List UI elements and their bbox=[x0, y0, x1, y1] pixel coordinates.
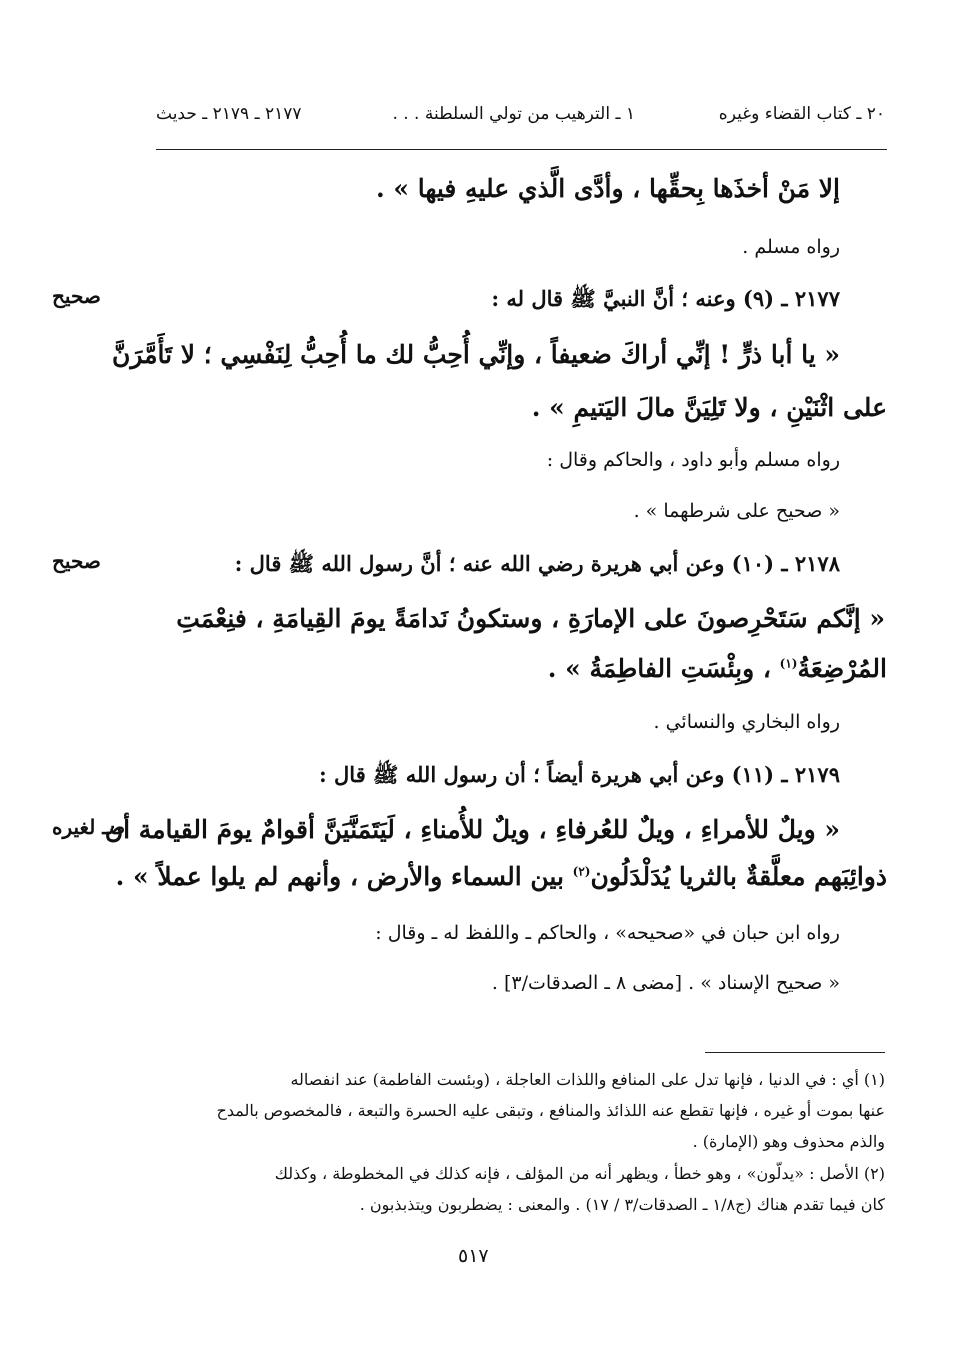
grade-label: صحيح bbox=[52, 549, 101, 573]
hadith-text: « إنَّكم سَتَحْرِصونَ على الإمارَةِ ، وستكونُ نَدامَةً يومَ القِيامَةِ ، فنِعْمَتِ bbox=[176, 604, 885, 633]
source-line: رواه البخاري والنسائي . bbox=[653, 711, 840, 733]
header-rule bbox=[156, 149, 887, 150]
hadith-range: ٢١٧٧ ـ ٢١٧٩ ـ حديث bbox=[156, 104, 302, 124]
grade-label: صحيح bbox=[52, 284, 101, 308]
footnote-ref: (٢) bbox=[572, 864, 591, 879]
footnote-rule bbox=[705, 1052, 885, 1053]
page-number: ٥١٧ bbox=[458, 1245, 489, 1267]
grading-note: « صحيح على شرطهما » . bbox=[633, 500, 840, 522]
footnote-line: والذم محذوف وهو (الإمارة) . bbox=[692, 1132, 885, 1151]
footnote-line: عنها بموت أو غيره ، فإنها تقطع عنه اللذائذ والمنافع ، وتبقى عليه الحسرة والتبعة ، فالمخصوص بالمدح bbox=[216, 1101, 885, 1120]
grading-note: « صحيح الإسناد » . [مضى ٨ ـ الصدقات/٣] . bbox=[491, 972, 840, 994]
source-line: رواه مسلم . bbox=[742, 236, 840, 258]
text-segment: ذوائِبَهم معلَّقةٌ بالثريا يُدَلْدَلُون bbox=[590, 862, 887, 891]
chapter-title: ٢٠ ـ كتاب القضاء وغيره bbox=[718, 104, 885, 124]
hadith-text: « يا أبا ذرٍّ ! إنِّي أراكَ ضعيفاً ، وإنِّي أُحِبُّ لك ما أُحِبُّ لِنَفْسِي ؛ لا تَأَمَّرَنَّ bbox=[111, 340, 840, 369]
hadith-text bbox=[116, 862, 887, 891]
text-segment: بين السماء والأرض ، وأنهم لم يلوا عملاً » . bbox=[115, 862, 573, 891]
hadith-intro: ٢١٧٨ ـ (١٠) وعن أبي هريرة رضي الله عنه ؛ أنَّ رسول الله ﷺ قال : bbox=[234, 551, 840, 576]
footnote-ref: (١) bbox=[779, 656, 798, 671]
text-segment: المُرْضِعَةُ bbox=[797, 654, 887, 683]
text-segment: ، وبِئْسَتِ الفاطِمَةُ » . bbox=[547, 654, 780, 683]
hadith-text: « ويلٌ للأمراءِ ، ويلٌ للعُرفاءِ ، ويلٌ للأُمناءِ ، لَيَتَمَنَّيَنَّ أقوامٌ يومَ القيامة أن bbox=[104, 815, 840, 844]
footnote-line: (١) أي : في الدنيا ، فإنها تدل على المنافع واللذات العاجلة ، (وبئست الفاطمة) عند انفصاله bbox=[290, 1070, 885, 1089]
hadith-intro: ٢١٧٩ ـ (١١) وعن أبي هريرة أيضاً ؛ أن رسول الله ﷺ قال : bbox=[318, 762, 840, 787]
source-line: رواه مسلم وأبو داود ، والحاكم وقال : bbox=[546, 449, 840, 471]
footnote-line: (٢) الأصل : «يدلّون» ، وهو خطأ ، ويظهر أنه من المؤلف ، فإنه كذلك في المخطوطة ، وكذلك bbox=[274, 1164, 885, 1183]
section-title: ١ ـ الترهيب من تولي السلطنة . . . bbox=[392, 104, 635, 124]
source-line: رواه ابن حبان في «صحيحه» ، والحاكم ـ واللفظ له ـ وقال : bbox=[375, 922, 840, 944]
hadith-text bbox=[548, 654, 887, 683]
grade-label: صـ لغيره bbox=[52, 815, 126, 839]
footnote-line: كان فيما تقدم هناك (ج١/٨ ـ الصدقات/٣ / ١٧) . والمعنى : يضطربون ويتذبذبون . bbox=[359, 1195, 885, 1214]
hadith-intro: ٢١٧٧ ـ (٩) وعنه ؛ أنَّ النبيَّ ﷺ قال له : bbox=[491, 286, 840, 311]
hadith-text: على اثْنَيْنِ ، ولا تَلِيَنَّ مالَ اليَتيمِ » . bbox=[531, 393, 887, 422]
text-line: إلا مَنْ أخذَها بِحقِّها ، وأدَّى الَّذي عليهِ فيها » . bbox=[375, 174, 840, 203]
